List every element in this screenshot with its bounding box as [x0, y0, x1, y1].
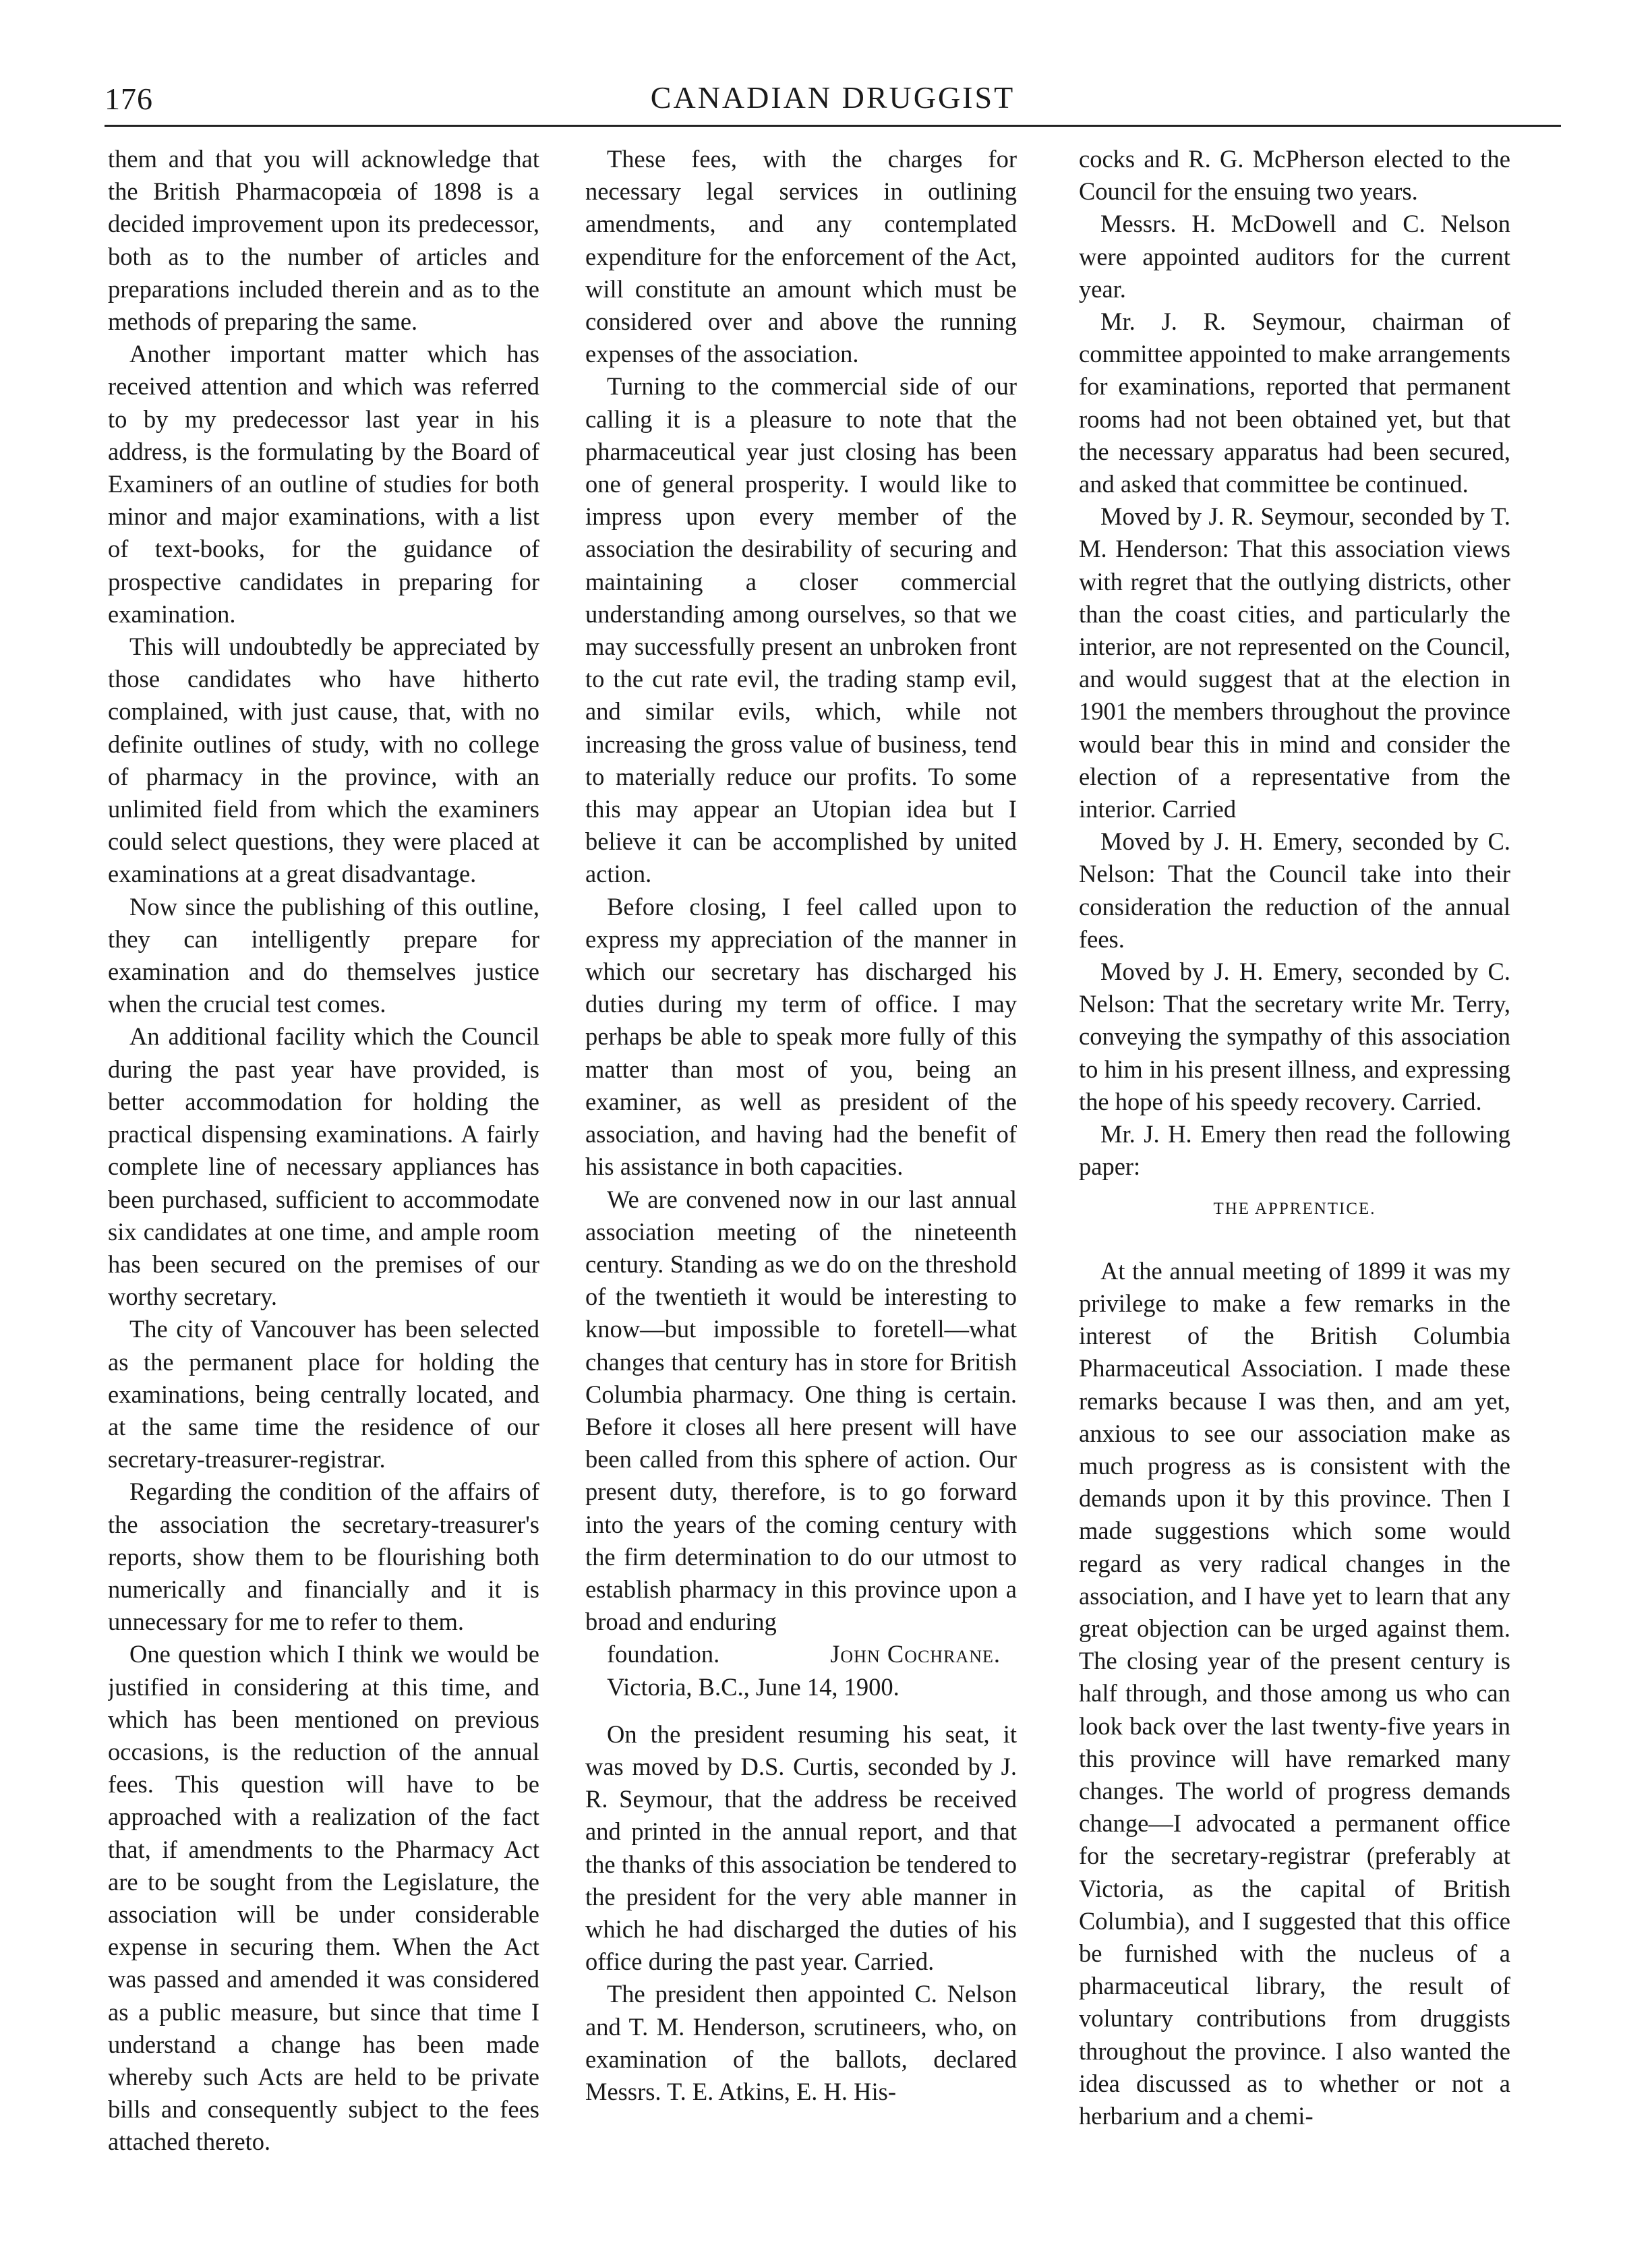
- paragraph: At the annual meeting of 1899 it was my privilege to make a few remarks in the interest of the British Columbia Pharmaceutical Association. I made these remarks because I was then, and am yet, anxious to see our association make as much progress as is consistent with the demands upon it by this province. Then I made suggestions which some would regard as very radical changes in the association, and I have yet to learn that any great objection can be urged against them. The closing year of the present century is half through, and those among us who can look back over the last twenty-five years in this province will have remarked many changes. The world of progress demands change—I advocated a permanent office for the secretary-registrar (preferably at Victoria, as the capital of British Columbia), and I suggested that this office be furnished with the nucleus of a pharmaceutical library, the result of voluntary contributions from druggists throughout the province. I also wanted the idea discussed as to whether or not a herbarium and a chemi-: [1079, 1256, 1510, 2130]
- paragraph: The city of Vancouver has been selected as the permanent place for holding the examinations, being centrally located, and at the same time the residence of our secretary-treasurer-registrar.: [108, 1315, 539, 1473]
- column-middle: [585, 143, 1017, 2227]
- closing-word: foundation.: [607, 1640, 720, 1668]
- page-header: [105, 80, 1561, 127]
- paragraph: The president then appointed C. Nelson and T. M. Henderson, scrutineers, who, on examination of the ballots, declared Messrs. T. E. Atkins, E. H. His-: [585, 1980, 1017, 2105]
- paragraph: This will undoubtedly be appreciated by those candidates who have hitherto complained, with just cause, that, with no definite outlines of study, with no college of pharmacy in the province, with an unlimited field from which the examiners could select questions, they were placed at examinations at a great disadvantage.: [108, 633, 539, 888]
- paragraph: Before closing, I feel called upon to express my appreciation of the manner in which our secretary has discharged his duties during my term of office. I may perhaps be able to speak more fully of this matter than most of you, being an examiner, as well as president of the association, and having had the benefit of his assistance in both capacities.: [585, 892, 1017, 1181]
- page-number: 176: [105, 82, 153, 116]
- paragraph: Mr. J. H. Emery then read the following paper:: [1079, 1120, 1510, 1181]
- column-right: [1079, 143, 1510, 2227]
- paragraph: them and that you will acknowledge that the British Pharmacopœia of 1898 is a decided improvement upon its predecessor, both as to the number of articles and preparations included therein and as to the methods of preparing the same.: [108, 145, 539, 336]
- paragraph: One question which I think we would be justified in considering at this time, and which has been mentioned on previous occasions, is the reduction of the annual fees. This question will have to be approached with a realization of the fact that, if amendments to the Pharmacy Act are to be sought from the Legislature, the association will be under considerable expense in securing them. When the Act was passed and amended it was considered as a public measure, but since that time I understand a change has been made whereby such Acts are held to be private bills and consequently subject to the fees attached thereto.: [108, 1640, 539, 2156]
- paragraph: Turning to the commercial side of our calling it is a pleasure to note that the pharmaceutical year just closing has been one of general prosperity. I would like to impress upon every member of the association the desirability of securing and maintaining a closer commercial understanding among ourselves, so that we may successfully present an unbroken front to the cut rate evil, the trading stamp evil, and similar evils, which, while not increasing the gross value of business, tend to materially reduce our profits. To some this may appear an Utopian idea but I believe it can be accomplished by united action.: [585, 372, 1017, 888]
- section-heading: THE APPRENTICE.: [1213, 1199, 1376, 1218]
- header-rule: [105, 125, 1561, 127]
- paragraph: An additional facility which the Council during the past year have provided, is better accommodation for holding the practical dispensing examinations. A fairly complete line of necessary appliances has been purchased, sufficient to accommodate six candidates at one time, and ample room has been secured on the premises of our worthy secretary.: [108, 1022, 539, 1311]
- author-signature: John Cochrane.: [830, 1640, 1001, 1668]
- running-title: CANADIAN DRUGGIST: [650, 80, 1015, 115]
- paragraph: Mr. J. R. Seymour, chairman of committee appointed to make arrangements for examinations, reported that permanent rooms had not been obtained yet, but that the necessary apparatus had been secured, and asked that committee be continued.: [1079, 308, 1510, 498]
- paragraph: Moved by J. R. Seymour, seconded by T. M. Henderson: That this association views with regret that the outlying districts, other than the coast cities, and particularly the interior, are not represented on the Council, and would suggest that at the election in 1901 the members throughout the province would bear this in mind and consider the election of a representative from the interior. Carried: [1079, 502, 1510, 823]
- paragraph: These fees, with the charges for necessary legal services in outlining amendments, and any contemplated expenditure for the enforcement of the Act, will constitute an amount which must be considered over and above the running expenses of the association.: [585, 145, 1017, 368]
- dateline: Victoria, B.C., June 14, 1900.: [607, 1672, 899, 1701]
- column-left: [108, 143, 539, 2227]
- paragraph: Messrs. H. McDowell and C. Nelson were appointed auditors for the current year.: [1079, 210, 1510, 303]
- paragraph: cocks and R. G. McPherson elected to the Council for the ensuing two years.: [1079, 145, 1510, 206]
- paragraph: Regarding the condition of the affairs of the association the secretary-treasurer's reports, show them to be flourishing both numerically and financially and it is unnecessary for me to refer to them.: [108, 1478, 539, 1636]
- paragraph: Moved by J. H. Emery, seconded by C. Nelson: That the secretary write Mr. Terry, conveying the sympathy of this association to him in his present illness, and expressing the hope of his speedy recovery. Carried.: [1079, 958, 1510, 1115]
- paragraph: On the president resuming his seat, it was moved by D.S. Curtis, seconded by J. R. Seymour, that the address be received and printed in the annual report, and that the thanks of this association be tendered to the president for the very able manner in which he had discharged the duties of his office during the past year. Carried.: [585, 1720, 1017, 1976]
- paragraph: Now since the publishing of this outline, they can intelligently prepare for examination and do themselves justice when the crucial test comes.: [108, 892, 539, 1018]
- paragraph: We are convened now in our last annual association meeting of the nineteenth century. Standing as we do on the threshold of the twentieth it would be interesting to know—but impossible to foretell—what changes that century has in store for British Columbia pharmacy. One thing is certain. Before it closes all here present will have been called from this sphere of action. Our present duty, therefore, is to go forward into the years of the coming century with the firm determination to do our utmost to establish pharmacy in this province upon a broad and enduring: [585, 1185, 1017, 1636]
- paragraph: Moved by J. H. Emery, seconded by C. Nelson: That the Council take into their consideration the reduction of the annual fees.: [1079, 827, 1510, 953]
- signature-line: [585, 1638, 1017, 1670]
- paragraph: Another important matter which has received attention and which was referred to by my predecessor last year in his address, is the formulating by the Board of Examiners of an outline of studies for both minor and major examinations, with a list of text-books, for the guidance of prospective candidates in preparing for examination.: [108, 340, 539, 628]
